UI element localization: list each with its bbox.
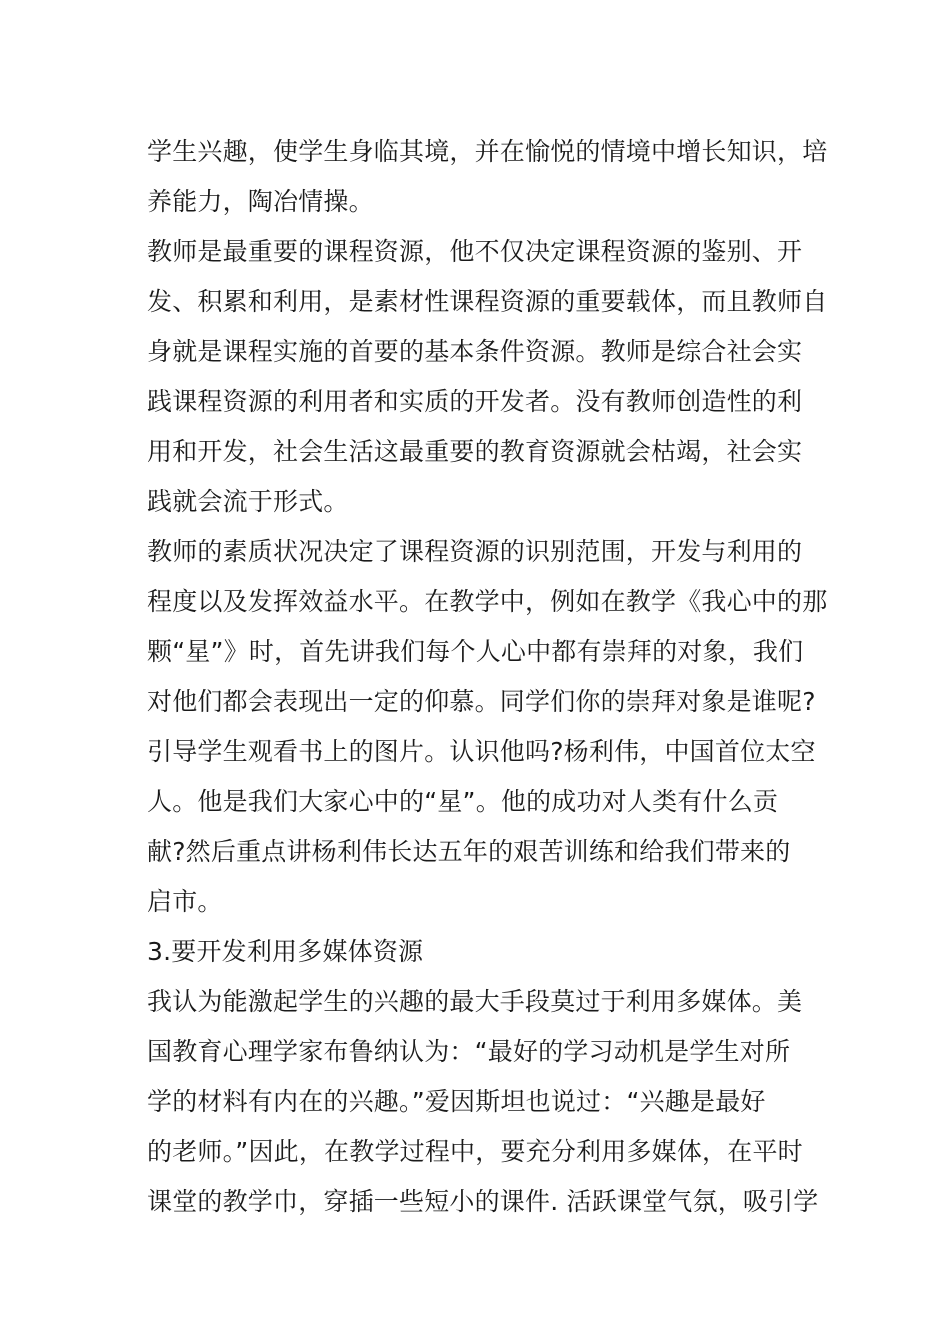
text-line: 人。他是我们大家心中的“星”。他的成功对人类有什么贡 [147, 787, 779, 816]
text-line: 课堂的教学巾，穿插一些短小的课件. 活跃课堂气氛，吸引学 [147, 1187, 819, 1216]
text-line: 学的材料有内在的兴趣。”爱因斯坦也说过：“兴趣是最好 [147, 1087, 766, 1116]
text-line: 颗“星”》时，首先讲我们每个人心中都有崇拜的对象，我们 [147, 637, 804, 666]
text-line: 学生兴趣，使学生身临其境，并在愉悦的情境中增长知识，培 [147, 137, 828, 166]
text-line: 引导学生观看书上的图片。认识他吗?杨利伟，中国首位太空 [147, 737, 816, 766]
text-line: 献?然后重点讲杨利伟长达五年的艰苦训练和给我们带来的 [147, 837, 791, 866]
text-line: 教师是最重要的课程资源，他不仅决定课程资源的鉴别、开 [147, 237, 803, 266]
text-line: 用和开发，社会生活这最重要的教育资源就会枯竭，社会实 [147, 437, 803, 466]
text-line: 践就会流于形式。 [147, 487, 349, 516]
text-line: 国教育心理学家布鲁纳认为：“最好的学习动机是学生对所 [147, 1037, 791, 1066]
text-line: 养能力，陶冶情操。 [147, 187, 374, 216]
text-line: 的老师。”因此，在教学过程中，要充分利用多媒体，在平时 [147, 1137, 803, 1166]
text-line: 践课程资源的利用者和实质的开发者。没有教师创造性的利 [147, 387, 803, 416]
text-line: 身就是课程实施的首要的基本条件资源。教师是综合社会实 [147, 337, 803, 366]
text-line: 发、积累和利用，是素材性课程资源的重要载体，而且教师自 [147, 287, 828, 316]
text-line: 启市。 [147, 887, 223, 916]
text-line: 对他们都会表现出一定的仰慕。同学们你的崇拜对象是谁呢? [147, 687, 816, 716]
section-heading: 3.要开发利用多媒体资源 [147, 937, 424, 966]
text-line: 教师的素质状况决定了课程资源的识别范围，开发与利用的 [147, 537, 803, 566]
text-line: 我认为能激起学生的兴趣的最大手段莫过于利用多媒体。美 [147, 987, 803, 1016]
document-body [147, 127, 828, 1227]
text-line: 程度以及发挥效益水平。在教学中，例如在教学《我心中的那 [147, 587, 828, 616]
